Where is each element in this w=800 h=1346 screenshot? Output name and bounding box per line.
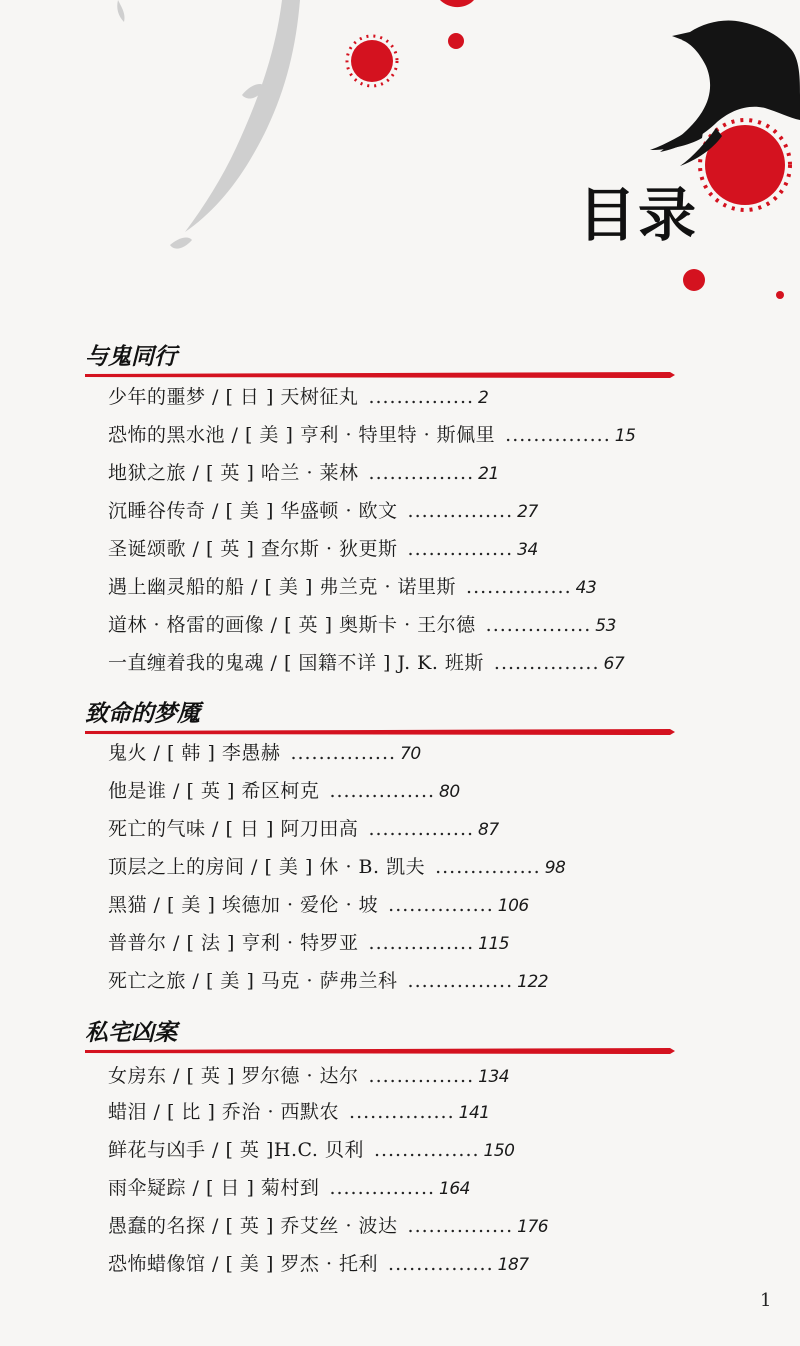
toc-entry[interactable] (108, 571, 596, 603)
entry-title: 遇上幽灵船的船 / [ 美 ] 弗兰克 · 诺里斯 (108, 576, 457, 598)
leader-dots: ............... (368, 386, 475, 408)
toc-entry[interactable] (108, 1172, 470, 1204)
entry-title: 雨伞疑踪 / [ 日 ] 菊村到 (108, 1177, 320, 1199)
entry-title: 圣诞颂歌 / [ 英 ] 查尔斯 · 狄更斯 (108, 538, 398, 560)
toc-entry[interactable] (108, 1210, 548, 1242)
entry-page: 164 (439, 1179, 470, 1199)
entry-title: 顶层之上的房间 / [ 美 ] 休 · B. 凯夫 (108, 856, 426, 878)
entry-page: 134 (478, 1067, 510, 1087)
page-number: 1 (760, 1290, 772, 1311)
leader-dots: ............... (349, 1101, 455, 1123)
entry-title: 道林 · 格雷的画像 / [ 英 ] 奥斯卡 · 王尔德 (108, 614, 476, 636)
entry-page: 43 (575, 578, 597, 598)
entry-page: 21 (478, 464, 499, 484)
toc-entry[interactable] (108, 927, 509, 959)
entry-title: 蜡泪 / [ 比 ] 乔治 · 西默农 (108, 1101, 340, 1123)
entry-page: 2 (478, 388, 489, 408)
leader-dots: ............... (368, 462, 475, 484)
entry-page: 67 (603, 654, 625, 674)
entry-page: 27 (517, 502, 538, 522)
toc-entry[interactable] (108, 1134, 514, 1166)
entry-page: 15 (614, 426, 636, 446)
leader-dots: ............... (407, 970, 514, 992)
entry-title: 恐怖的黑水池 / [ 美 ] 亨利 · 特里特 · 斯佩里 (108, 424, 496, 446)
toc-entry[interactable] (108, 1248, 529, 1280)
entry-title: 鲜花与凶手 / [ 英 ]H.C. 贝利 (108, 1139, 364, 1161)
entry-title: 鬼火 / [ 韩 ] 李愚赫 (108, 742, 281, 764)
leader-dots: ............... (388, 894, 494, 916)
leader-dots: ............... (485, 614, 592, 636)
section-title: 与鬼同行 (85, 344, 177, 370)
entry-title: 普普尔 / [ 法 ] 亨利 · 特罗亚 (108, 932, 359, 954)
leader-dots: ............... (368, 818, 475, 840)
toc-entry[interactable] (108, 419, 635, 451)
toc-entry[interactable] (108, 737, 421, 769)
entry-page: 53 (595, 616, 616, 636)
section-red-rule (85, 1048, 675, 1054)
leader-dots: ............... (329, 780, 436, 802)
leader-dots: ............... (407, 538, 514, 560)
entry-title: 他是谁 / [ 英 ] 希区柯克 (108, 780, 320, 802)
leader-dots: ............... (435, 856, 541, 878)
toc-entry[interactable] (108, 647, 624, 679)
leader-dots: ............... (290, 742, 397, 764)
gray-ink-splash (117, 0, 300, 249)
leader-dots: ............... (368, 932, 475, 954)
entry-title: 沉睡谷传奇 / [ 美 ] 华盛顿 · 欧文 (108, 500, 398, 522)
entry-title: 死亡的气味 / [ 日 ] 阿刀田高 (108, 818, 359, 840)
leader-dots: ............... (407, 500, 514, 522)
toc-entry[interactable] (108, 457, 499, 489)
entry-title: 死亡之旅 / [ 美 ] 马克 · 萨弗兰科 (108, 970, 398, 992)
toc-entry[interactable] (108, 381, 488, 413)
entry-page: 98 (544, 858, 566, 878)
section-title: 私宅凶案 (85, 1020, 177, 1046)
section-red-rule (85, 729, 675, 735)
toc-entry[interactable] (108, 775, 460, 807)
leader-dots: ............... (493, 652, 600, 674)
leader-dots: ............... (329, 1177, 436, 1199)
toc-entry[interactable] (108, 495, 538, 527)
entry-page: 106 (497, 896, 529, 916)
leader-dots: ............... (373, 1139, 480, 1161)
leader-dots: ............... (388, 1253, 494, 1275)
entry-page: 141 (458, 1103, 490, 1123)
section-red-rule (85, 372, 675, 378)
entry-title: 恐怖蜡像馆 / [ 美 ] 罗杰 · 托利 (108, 1253, 379, 1275)
entry-page: 122 (517, 972, 549, 992)
leader-dots: ............... (368, 1065, 475, 1087)
toc-entry[interactable] (108, 851, 565, 883)
page-title: 目录 (578, 181, 699, 249)
entry-page: 70 (400, 744, 421, 764)
entry-title: 地狱之旅 / [ 英 ] 哈兰 · 莱林 (108, 462, 359, 484)
entry-title: 一直缠着我的鬼魂 / [ 国籍不详 ] J. K. 班斯 (108, 652, 484, 674)
header-decoration (0, 0, 800, 320)
leader-dots: ............... (466, 576, 572, 598)
entry-title: 愚蠢的名探 / [ 英 ] 乔艾丝 · 波达 (108, 1215, 398, 1237)
entry-page: 176 (517, 1217, 549, 1237)
toc-entry[interactable] (108, 889, 529, 921)
entry-page: 87 (478, 820, 499, 840)
toc-entry[interactable] (108, 609, 616, 641)
entry-title: 黑猫 / [ 美 ] 埃德加 · 爱伦 · 坡 (108, 894, 379, 916)
leader-dots: ............... (407, 1215, 514, 1237)
entry-page: 187 (497, 1255, 529, 1275)
entry-title: 女房东 / [ 英 ] 罗尔德 · 达尔 (108, 1065, 359, 1087)
entry-title: 少年的噩梦 / [ 日 ] 天树征丸 (108, 386, 359, 408)
entry-page: 150 (483, 1141, 515, 1161)
entry-page: 80 (439, 782, 460, 802)
toc-entry[interactable] (108, 813, 499, 845)
entry-page: 115 (478, 934, 510, 954)
section-title: 致命的梦魇 (85, 701, 200, 727)
toc-entry[interactable] (108, 965, 548, 997)
entry-page: 34 (517, 540, 538, 560)
toc-entry[interactable] (108, 533, 538, 565)
toc-entry[interactable] (108, 1096, 490, 1128)
toc-entry[interactable] (108, 1060, 509, 1092)
leader-dots: ............... (505, 424, 611, 446)
